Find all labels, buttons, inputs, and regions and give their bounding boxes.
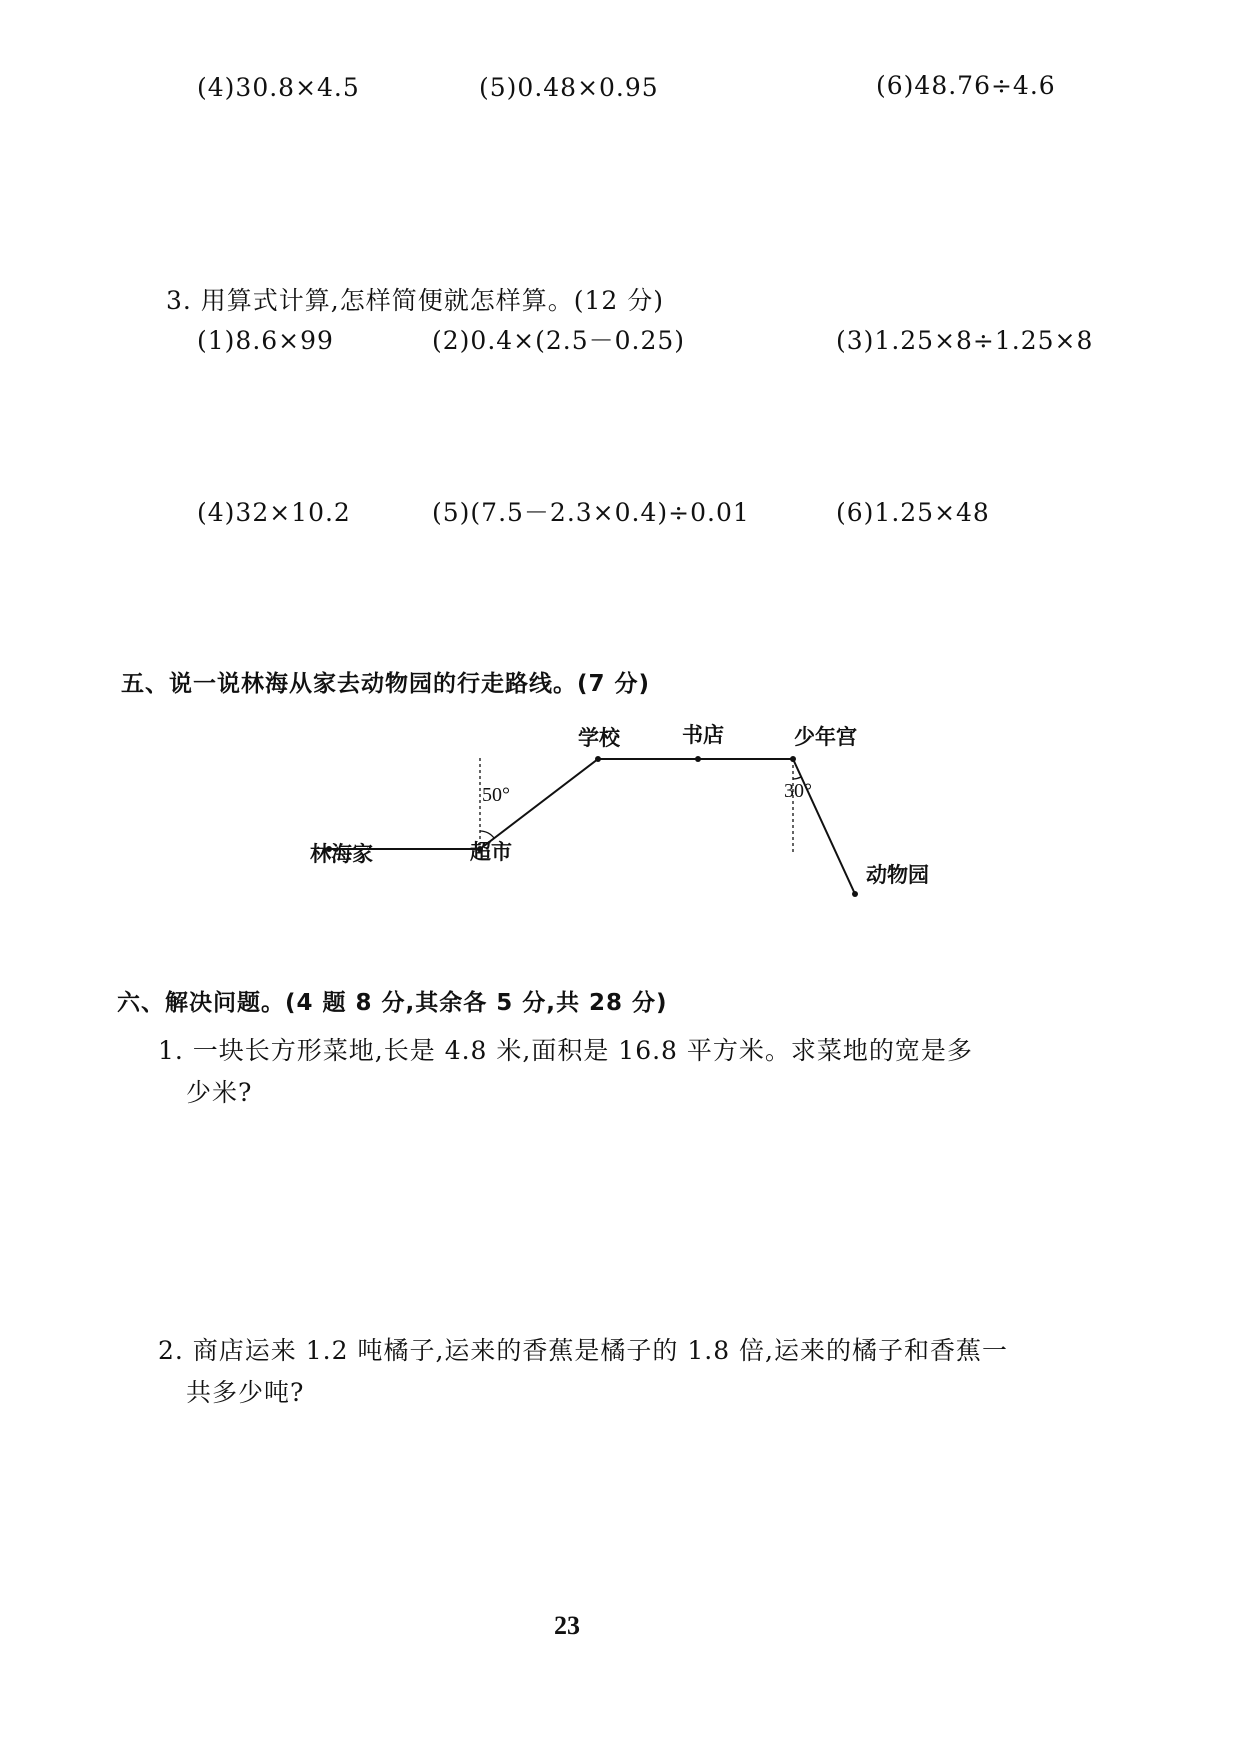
problem-6: (6)48.76÷4.6: [876, 71, 1056, 100]
point: [790, 756, 796, 762]
angle-50: 50°: [482, 784, 510, 806]
q3-problem-4: (4)32×10.2: [197, 498, 351, 527]
question-2-line-1: 2. 商店运来 1.2 吨橘子,运来的香蕉是橘子的 1.8 倍,运来的橘子和香蕉一: [158, 1336, 1008, 1365]
place-youth-palace: 少年宫: [794, 725, 857, 749]
q3-problem-2: (2)0.4×(2.5－0.25): [432, 326, 686, 355]
problem-4: (4)30.8×4.5: [197, 73, 360, 102]
q3-problem-5: (5)(7.5－2.3×0.4)÷0.01: [432, 498, 750, 527]
page-number: 23: [554, 1611, 580, 1640]
place-home: 林海家: [310, 842, 373, 866]
point: [595, 756, 601, 762]
q3-problem-6: (6)1.25×48: [836, 498, 990, 527]
section-5-title: 五、说一说林海从家去动物园的行走路线。(7 分): [121, 671, 651, 697]
question-1-line-1: 1. 一块长方形菜地,长是 4.8 米,面积是 16.8 平方米。求菜地的宽是多: [158, 1036, 973, 1065]
q3-problem-1: (1)8.6×99: [197, 326, 334, 355]
question-1-line-2: 少米?: [186, 1078, 253, 1107]
point: [695, 756, 701, 762]
angle-arc: [793, 777, 801, 779]
route-path: [329, 759, 855, 894]
angle-30: 30°: [784, 780, 812, 802]
place-supermarket: 超市: [470, 840, 512, 864]
section-6-title: 六、解决问题。(4 题 8 分,其余各 5 分,共 28 分): [117, 990, 668, 1016]
point: [852, 891, 858, 897]
place-zoo: 动物园: [866, 863, 929, 887]
place-school: 学校: [578, 726, 620, 750]
question-2-line-2: 共多少吨?: [186, 1378, 305, 1407]
q3-problem-3: (3)1.25×8÷1.25×8: [836, 326, 1094, 355]
question-3-title: 3. 用算式计算,怎样简便就怎样算。(12 分): [166, 286, 665, 315]
place-bookstore: 书店: [682, 723, 724, 747]
problem-5: (5)0.48×0.95: [479, 73, 659, 102]
